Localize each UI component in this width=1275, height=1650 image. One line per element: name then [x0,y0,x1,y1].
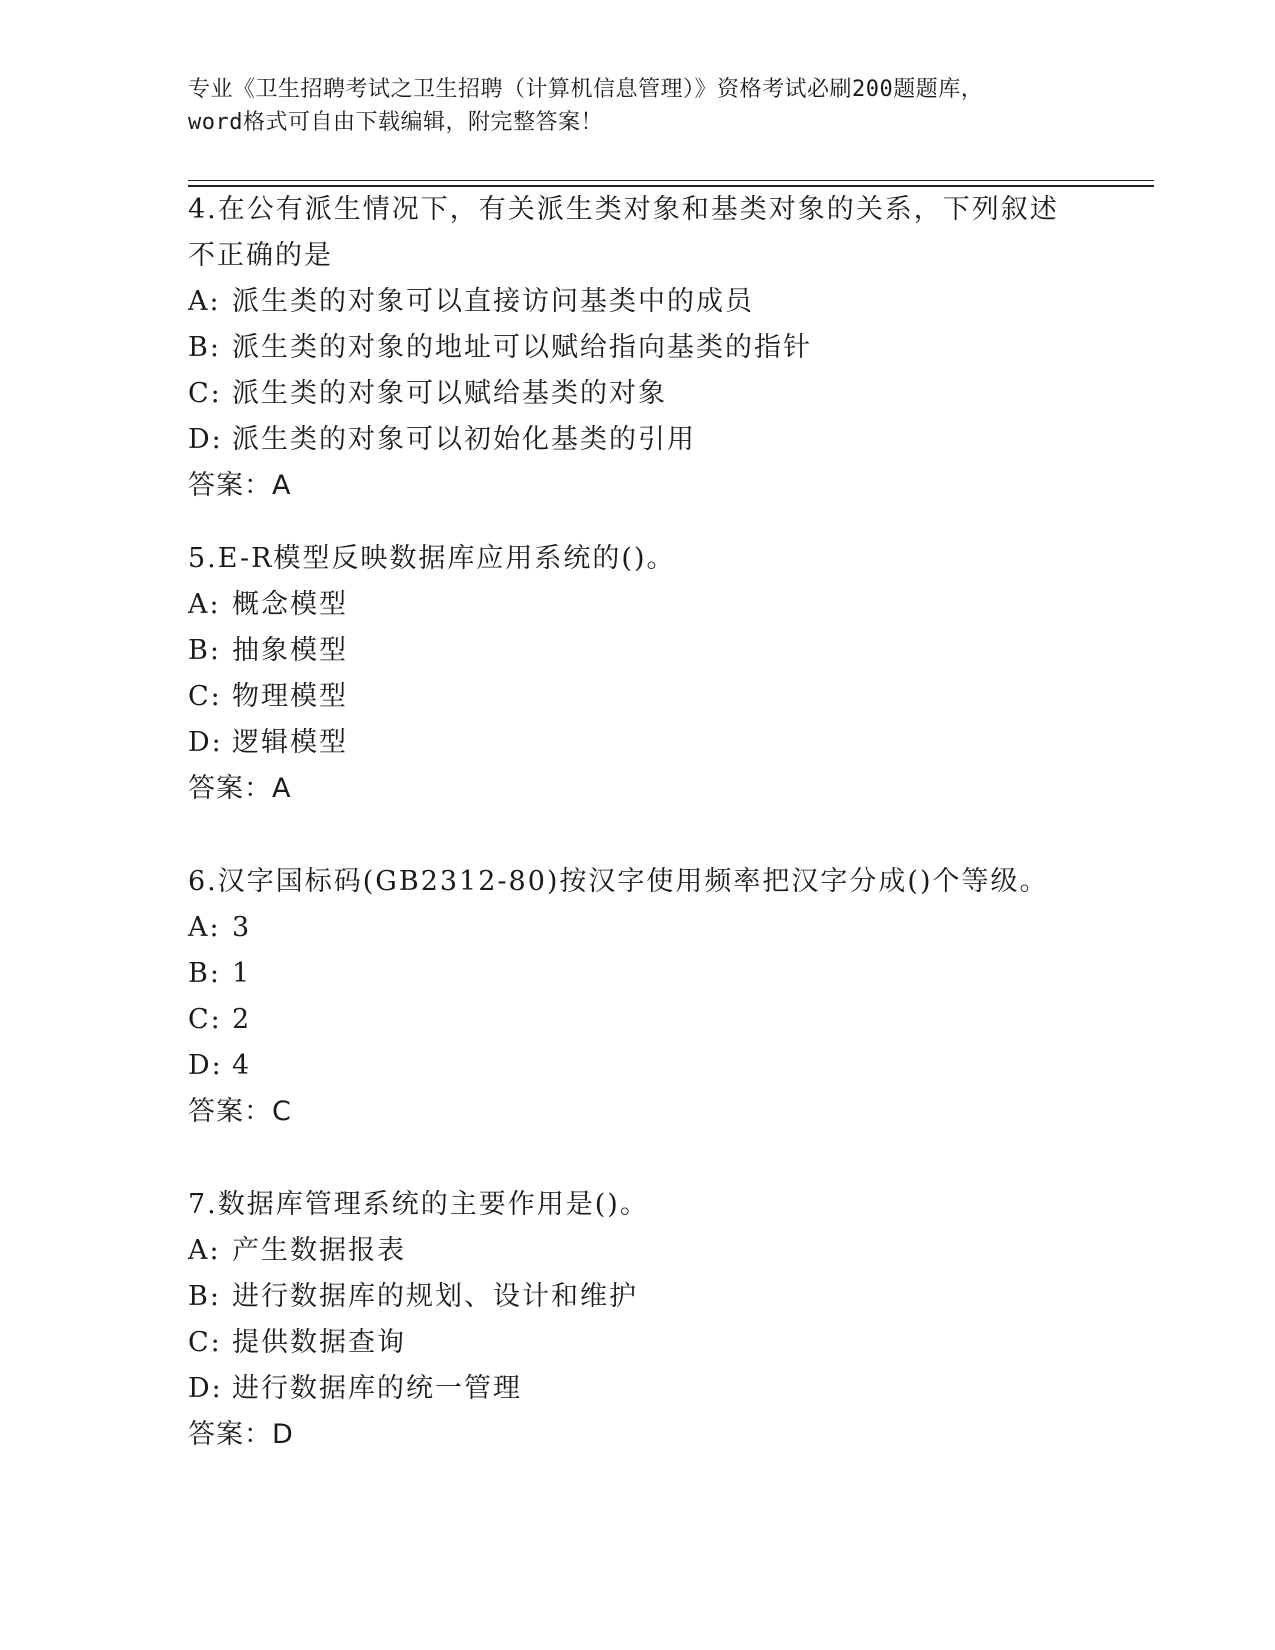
option-label: B: [188,958,221,989]
option-text: 3 [232,912,252,943]
answer-line: 答案：A [188,470,292,501]
option-text: 派生类的对象可以初始化基类的引用 [232,424,696,455]
option-label: C: [188,681,222,712]
question-7 [188,1182,1088,1458]
answer-line: 答案：C [188,1096,292,1127]
question-stem: 4.在公有派生情况下，有关派生类对象和基类对象的关系，下列叙述 [188,194,1059,225]
option-text: 2 [232,1004,252,1035]
option-text: 派生类的对象可以直接访问基类中的成员 [232,286,754,317]
option-b [188,951,1088,997]
option-label: D: [188,727,223,758]
header-line-2: word格式可自由下载编辑，附完整答案！ [188,110,603,135]
question-6 [188,859,1088,1135]
question-stem: 5.E-R模型反映数据库应用系统的()。 [188,543,676,574]
question-stem: 7.数据库管理系统的主要作用是()。 [188,1189,649,1220]
option-b [188,628,1088,674]
answer-line: 答案：A [188,773,292,804]
option-c [188,674,1088,720]
option-label: A: [188,286,221,317]
question-stem-continued: 不正确的是 [188,240,333,271]
option-label: C: [188,1327,222,1358]
question-5 [188,536,1088,812]
header-line-1: 专业《卫生招聘考试之卫生招聘（计算机信息管理）》资格考试必刷200题题库， [188,77,984,102]
document-header [188,73,1088,139]
option-d [188,1366,1088,1412]
option-text: 产生数据报表 [232,1235,406,1266]
option-a [188,582,1088,628]
option-text: 派生类的对象的地址可以赋给指向基类的指针 [232,332,812,363]
option-d [188,720,1088,766]
option-label: C: [188,378,222,409]
option-label: B: [188,332,221,363]
option-label: A: [188,1235,221,1266]
option-text: 物理模型 [232,681,348,712]
header-divider-thin [188,180,1154,181]
option-c [188,371,1088,417]
option-text: 4 [232,1050,252,1081]
option-text: 进行数据库的统一管理 [232,1373,522,1404]
option-a [188,905,1088,951]
option-label: A: [188,589,221,620]
option-text: 进行数据库的规划、设计和维护 [232,1281,638,1312]
option-b [188,325,1088,371]
option-label: C: [188,1004,222,1035]
option-text: 概念模型 [232,589,348,620]
option-d [188,417,1088,463]
question-4 [188,187,1088,509]
answer-line: 答案：D [188,1419,294,1450]
option-label: D: [188,424,223,455]
option-b [188,1274,1088,1320]
question-stem: 6.汉字国标码(GB2312-80)按汉字使用频率把汉字分成()个等级。 [188,866,1049,897]
option-text: 提供数据查询 [232,1327,406,1358]
option-text: 1 [232,958,252,989]
option-text: 抽象模型 [232,635,348,666]
option-d [188,1043,1088,1089]
option-label: A: [188,912,221,943]
option-label: D: [188,1373,223,1404]
option-c [188,997,1088,1043]
option-a [188,1228,1088,1274]
option-label: D: [188,1050,223,1081]
option-c [188,1320,1088,1366]
option-a [188,279,1088,325]
option-label: B: [188,635,221,666]
option-text: 派生类的对象可以赋给基类的对象 [232,378,667,409]
option-label: B: [188,1281,221,1312]
option-text: 逻辑模型 [232,727,348,758]
